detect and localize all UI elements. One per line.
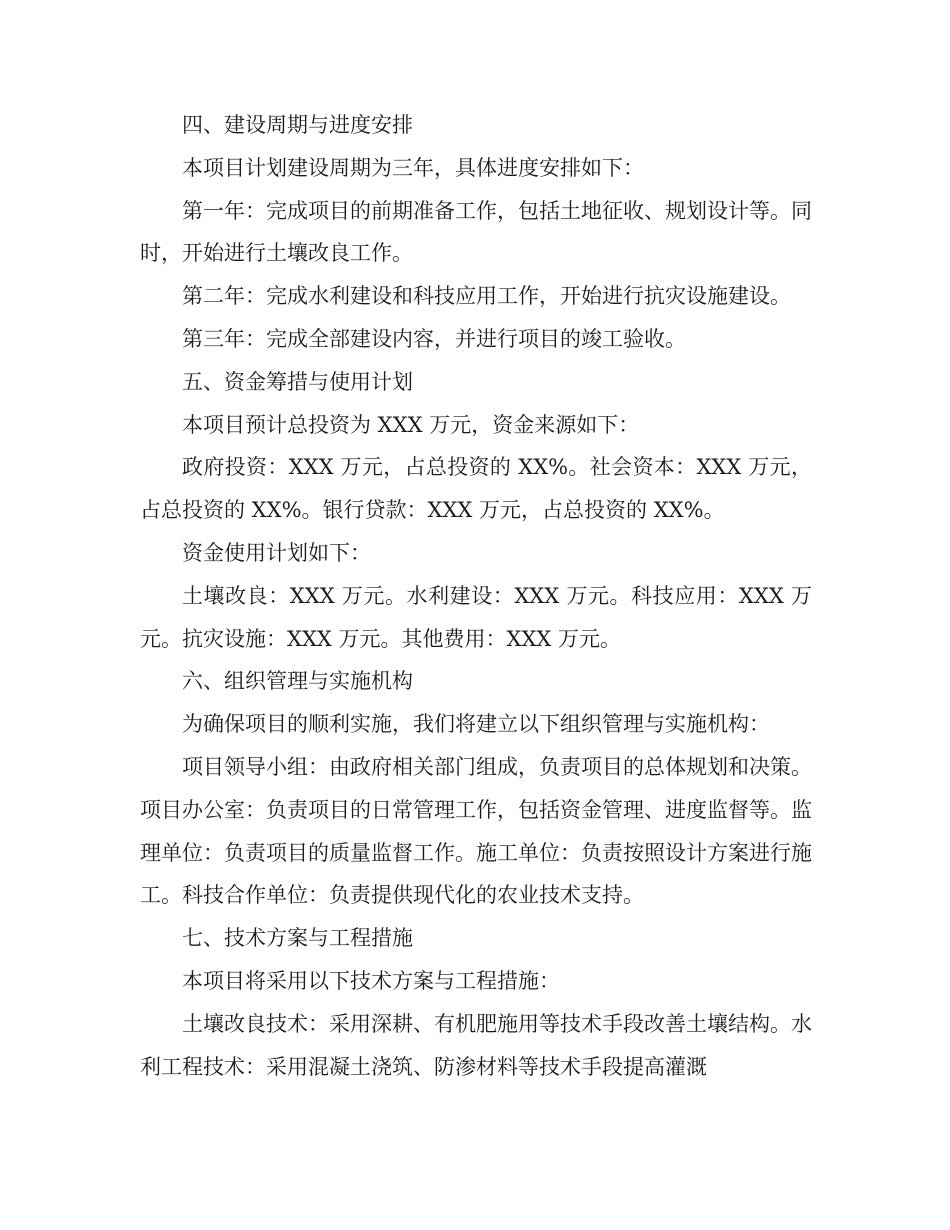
paragraph: 为确保项目的顺利实施，我们将建立以下组织管理与实施机构： [182,712,770,737]
section-heading-schedule: 四、建设周期与进度安排 [182,113,413,137]
paragraph: 第一年：完成项目的前期准备工作，包括土地征收、规划设计等。同时，开始进行土壤改良工作。 [140,198,812,266]
section-heading-funding: 五、资金筹措与使用计划 [182,369,413,394]
paragraph: 资金使用计划如下： [182,540,371,565]
paragraph: 项目领导小组：由政府相关部门组成，负责项目的总体规划和决策。项目办公室：负责项目的日常管理工作，包括资金管理、进度监督等。监理单位：负责项目的质量监督工作。施工单位：负责按照设计方案进行施工。科技合作单位：负责提供现代化的农业技术支持。 [140,754,812,908]
paragraph: 本项目计划建设周期为三年，具体进度安排如下： [182,155,644,180]
section-heading-organization: 六、组织管理与实施机构 [182,669,413,694]
paragraph: 本项目预计总投资为 XXX 万元，资金来源如下： [182,412,640,437]
paragraph: 政府投资：XXX 万元，占总投资的 XX%。社会资本：XXX 万元，占总投资的 XX%。银行贷款：XXX 万元，占总投资的 XX%。 [140,455,812,523]
paragraph: 土壤改良：XXX 万元。水利建设：XXX 万元。科技应用：XXX 万元。抗灾设施：XXX 万元。其他费用：XXX 万元。 [140,583,812,651]
document-body [140,104,812,1088]
paragraph: 第二年：完成水利建设和科技应用工作，开始进行抗灾设施建设。 [182,284,791,309]
paragraph: 土壤改良技术：采用深耕、有机肥施用等技术手段改善土壤结构。水利工程技术：采用混凝土浇筑、防渗材料等技术手段提高灌溉 [140,1011,812,1079]
paragraph: 本项目将采用以下技术方案与工程措施： [182,968,560,993]
section-heading-technical: 七、技术方案与工程措施 [182,926,413,951]
paragraph: 第三年：完成全部建设内容，并进行项目的竣工验收。 [182,326,686,351]
